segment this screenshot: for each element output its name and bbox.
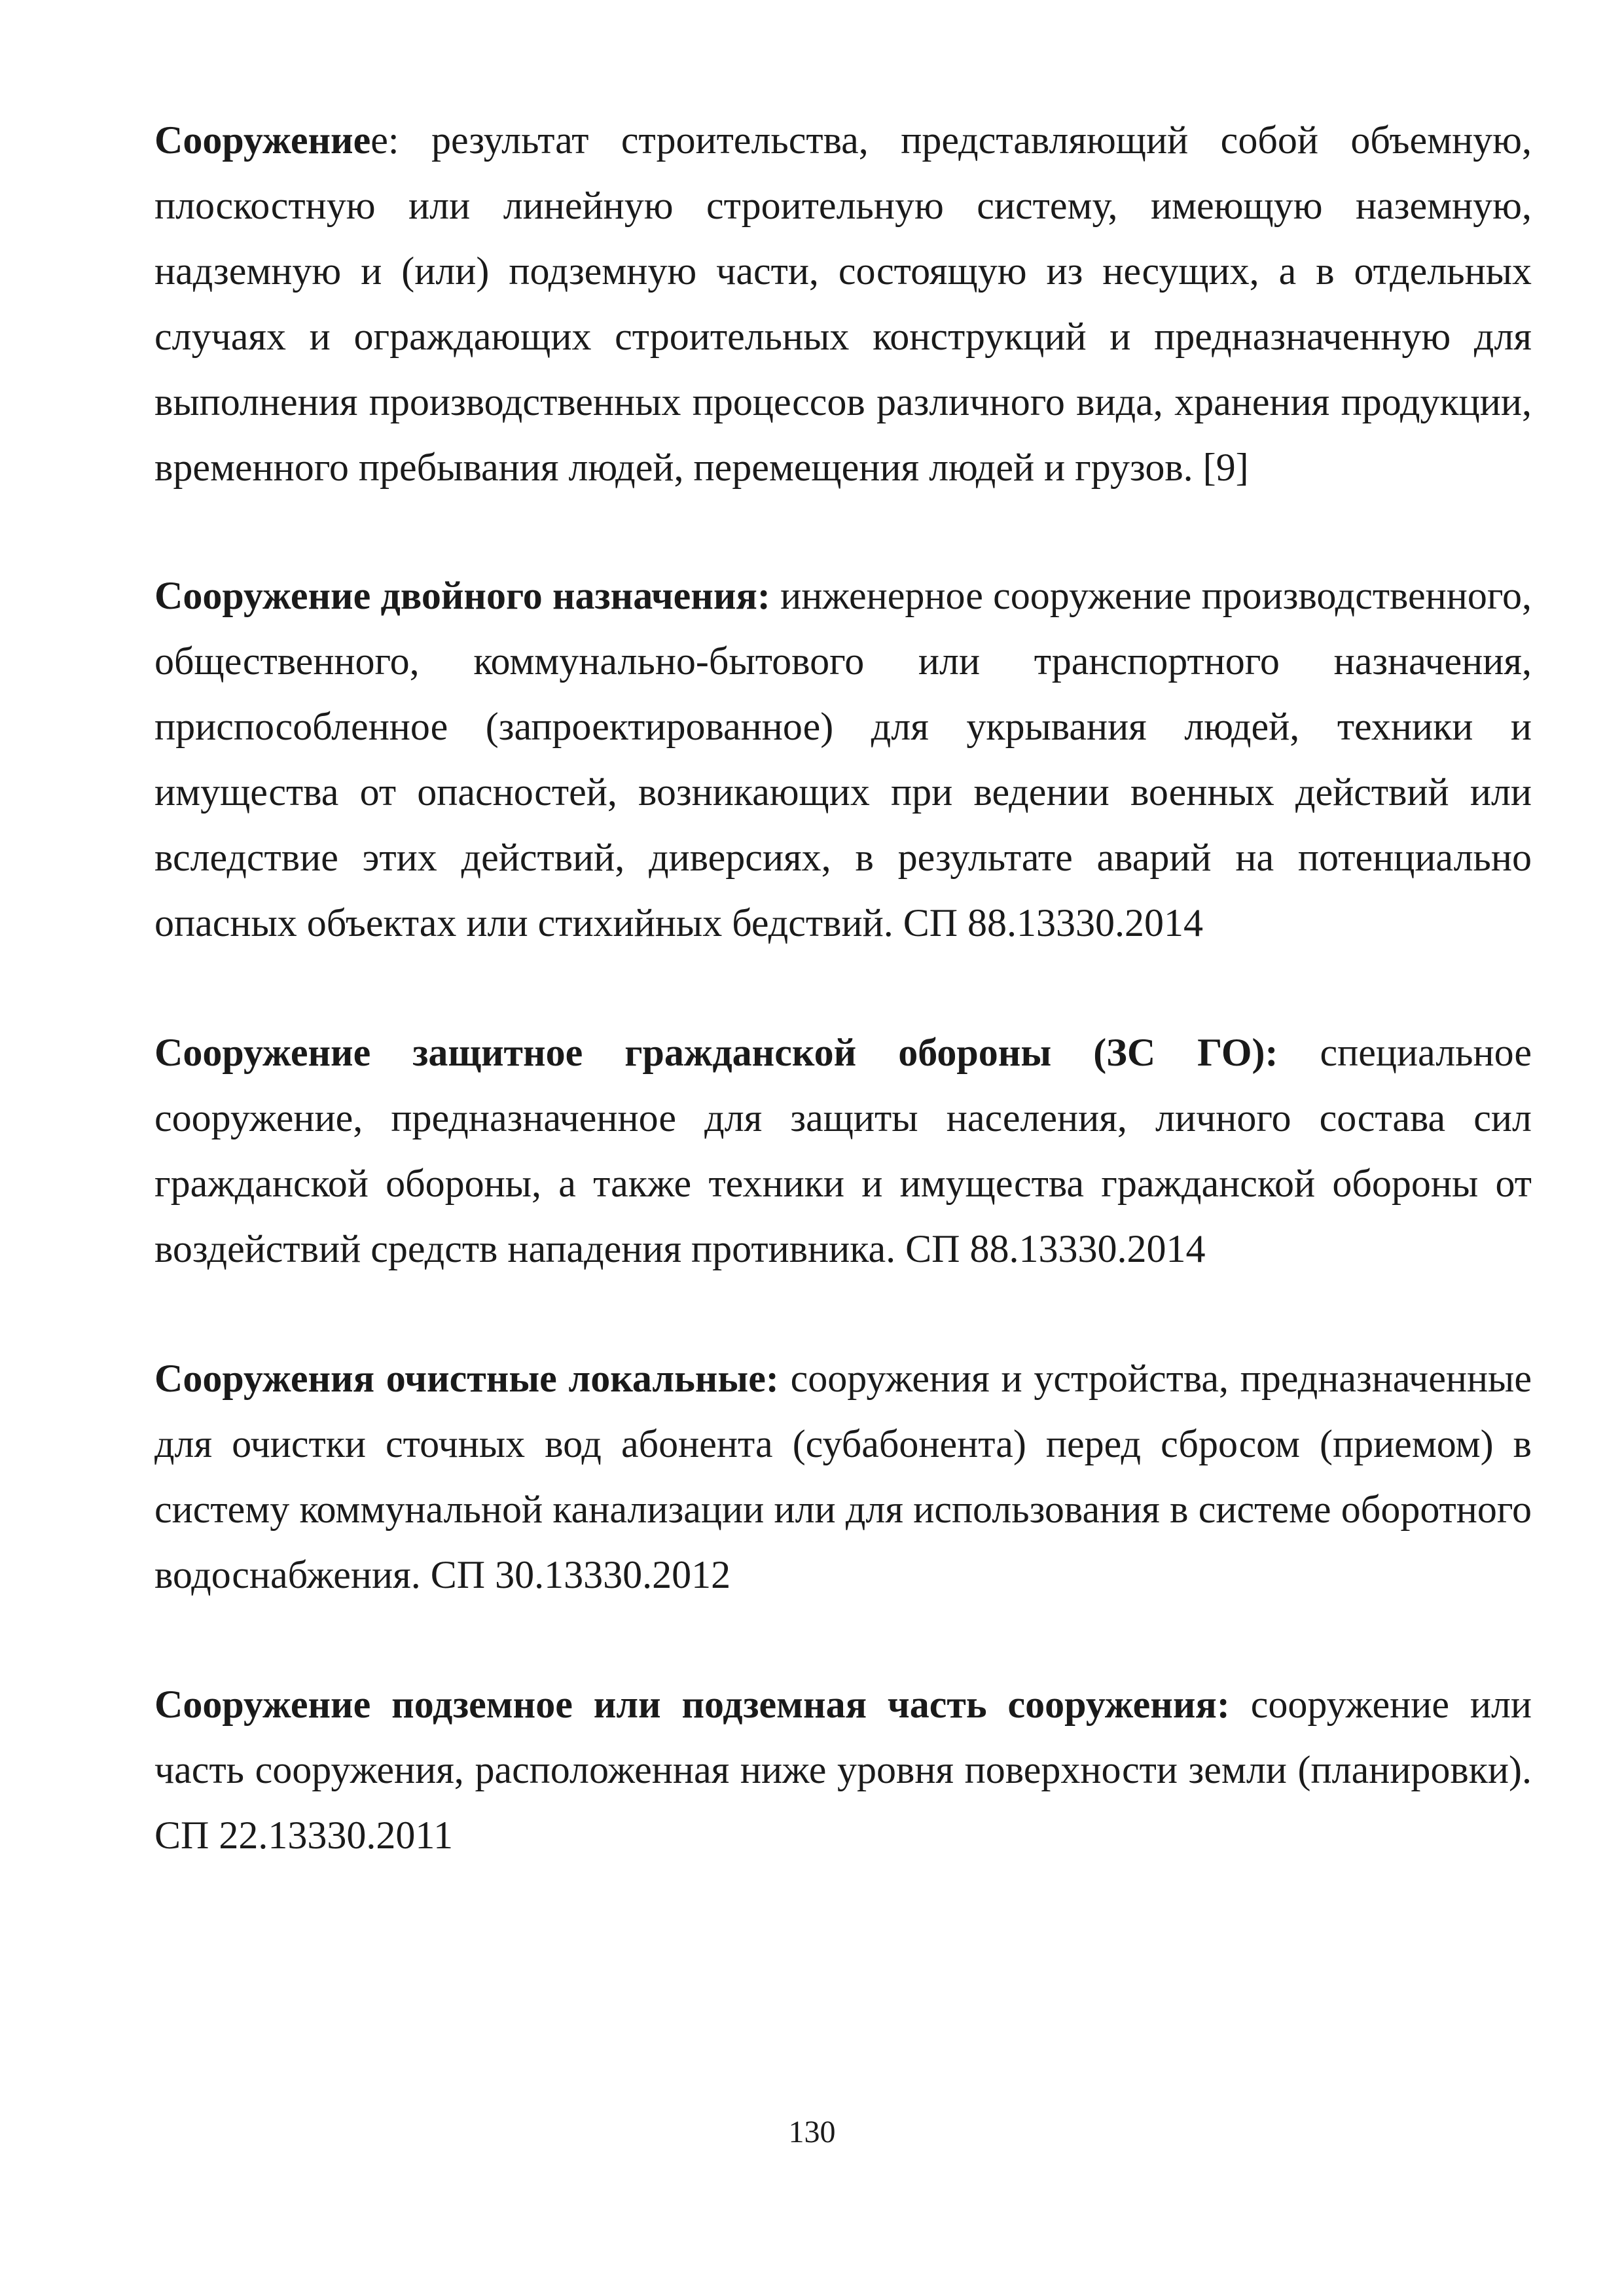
definition-entry xyxy=(154,107,1532,500)
definition-term: Сооружение xyxy=(154,118,371,162)
definition-term: Сооружение защитное гражданской обороны (ЗС ГО): xyxy=(154,1031,1278,1074)
definition-entry xyxy=(154,1346,1532,1607)
definition-term: Сооружение подземное или подземная часть сооружения: xyxy=(154,1683,1230,1726)
definition-text: результат строительства, представляющий собой объемную, плоскостную или линейную строительную систему, имеющую наземную, надземную и (или) подземную части, состоящую из несущих, а в отдельных случаях и ограждающих строительных конструкций и предназначенную для выполнения производственных процессов различного вида, хранения продукции, временного пребывания людей, перемещения людей и грузов. [9] xyxy=(154,118,1532,489)
definition-term-suffix: е: xyxy=(370,118,399,162)
page-number: 130 xyxy=(788,2115,836,2149)
definition-entry xyxy=(154,1020,1532,1282)
definition-term: Сооружения очистные локальные: xyxy=(154,1357,779,1400)
definition-text: сооружение или часть сооружения, расположенная ниже уровня поверхности земли (планировки). СП 22.13330.2011 xyxy=(154,1683,1532,1857)
definition-text: инженерное сооружение производственного, общественного, коммунально-бытового или транспортного назначения, приспособленное (запроектированное) для укрывания людей, техники и имущества от опасностей, возникающих при ведении военных действий или вследствие этих действий, диверсиях, в результате аварий на потенциально опасных объектах или стихийных бедствий. СП 88.13330.2014 xyxy=(154,574,1532,944)
definition-text: сооружения и устройства, предназначенные для очистки сточных вод абонента (субабонента) перед сбросом (приемом) в систему коммунальной канализации или для использования в системе оборотного водоснабжения. СП 30.13330.2012 xyxy=(154,1357,1532,1596)
definition-entry xyxy=(154,1672,1532,1868)
definition-entry xyxy=(154,563,1532,956)
definition-text: специальное сооружение, предназначенное для защиты населения, личного состава сил гражданской обороны, а также техники и имущества гражданской обороны от воздействий средств нападения противника. СП 88.13330.2014 xyxy=(154,1031,1532,1270)
definition-term: Сооружение двойного назначения: xyxy=(154,574,770,617)
